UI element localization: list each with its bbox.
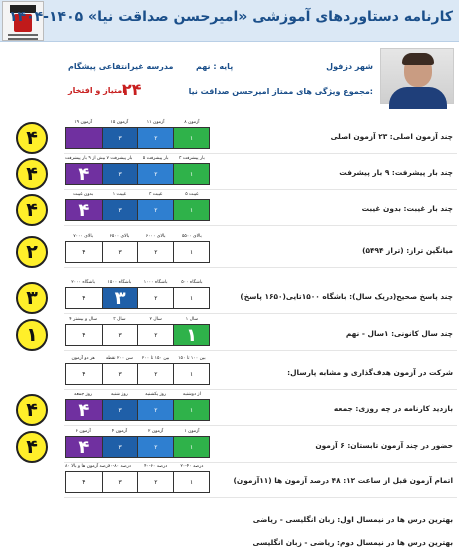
level-cell: ۲ (137, 164, 173, 184)
best-subjects-first-semester: بهترین درس ها در نیمسال اول: زبان انگلیسی - ریاضی (252, 515, 453, 524)
level-cell: ۲ (137, 325, 173, 345)
level-label: ۱۱ آزمون (146, 120, 165, 125)
level-label: روز جمعه (74, 392, 93, 397)
level-label: ۱۵ آزمون (110, 120, 129, 125)
achievement-question: بازدید کارنامه در چه روزی: جمعه (333, 404, 453, 413)
achievement-question: چند سال کانونی: ۱سال - نهم (345, 329, 453, 338)
level-cell: ۱ (173, 242, 209, 262)
level-label: ۷ بار پیشرفت (106, 156, 133, 161)
score-circle: ۳ (16, 282, 48, 314)
level-label: بدون غیبت (73, 192, 94, 197)
student-grade: پایه : نهم (196, 62, 234, 71)
achievement-question: چند آزمون اصلی: ۲۳ آزمون اصلی (330, 132, 453, 141)
level-label: بالای ۵۵۰۰ (181, 234, 202, 239)
level-label: ۱ غیبت (112, 192, 127, 197)
level-label: سن ۲۰۰ نقطه (105, 356, 133, 361)
level-cell: ۲ (137, 200, 173, 220)
achievement-question: حضور در چند آزمون تابستان: ۶ آزمون (315, 441, 453, 450)
level-label: بالای ۶۵۰۰ (109, 234, 130, 239)
level-cell: ۲ (137, 288, 173, 308)
level-cell: ۳ (102, 200, 138, 220)
row-divider (64, 313, 457, 314)
level-cell: ۲ (137, 400, 173, 420)
level-cell: ۲ (137, 437, 173, 457)
level-cell: ۱ (173, 400, 209, 420)
level-cell: ۴ (66, 472, 102, 492)
level-cell: ۲ (137, 364, 173, 384)
level-grid (65, 390, 210, 421)
level-label: باشگاه ۲۰۰۰ (71, 280, 95, 285)
level-cell: ۳ (102, 472, 138, 492)
score-circle: ۴ (16, 394, 48, 426)
row-divider (64, 267, 457, 268)
level-label: ۸ آزمون (184, 120, 200, 125)
level-label: بالای ۷۰۰۰ (73, 234, 94, 239)
student-city: شهر دزفول (326, 62, 373, 71)
achievement-question: اتمام آزمون قبل از ساعت ۱۲: ۴۸ درصد آزمون ها (۱۱آزمون) (233, 476, 453, 485)
level-label: ۳ بار پیشرفت (178, 156, 205, 161)
row-divider (64, 350, 457, 351)
level-cell: ۱ (173, 472, 209, 492)
level-cell: ۴ (66, 364, 102, 384)
achievement-question: چند بار پیشرفت: ۹ بار پیشرفت (339, 168, 453, 177)
level-label: ۲ سال (149, 317, 162, 322)
score-circle: ۲ (16, 236, 48, 268)
level-cell: ۲ (137, 128, 173, 148)
level-label: ۸۰ درصد آزمون ها و بالا (65, 464, 110, 469)
achievement-question: شرکت در آزمون هدف‌گذاری و مشابه پارسال: (287, 368, 453, 377)
level-cell: ۴ (66, 288, 102, 308)
level-cell: ۱ (173, 128, 209, 148)
features-label: مجموع ویژگی های ممتاز امیرحسن صداقت نیا: (188, 87, 373, 96)
level-label: ۵ بار پیشرفت (142, 156, 169, 161)
level-label: بین ۱۰۰ تا ۱۵۰ (178, 356, 206, 361)
level-label: ۳ سال (113, 317, 126, 322)
score-circle: ۴ (16, 122, 48, 154)
level-cell: ۱ (173, 200, 209, 220)
level-grid (65, 190, 210, 221)
level-label: بین ۱۵۰ تا ۲۰۰ (141, 356, 170, 361)
level-label: ۴ آزمون (111, 429, 128, 434)
score-circle: ۴ (16, 431, 48, 463)
student-school: مدرسه غیرانتفاعی پیشگام (68, 62, 174, 71)
level-grid (65, 462, 210, 493)
level-cell: ۴ (66, 200, 102, 220)
score-circle: ۴ (16, 158, 48, 190)
level-grid (65, 315, 210, 346)
level-grid (65, 154, 210, 185)
level-cell: ۳ (102, 364, 138, 384)
level-label: باشگاه ۱۰۰۰ (143, 280, 168, 285)
level-cell: ۲ (137, 472, 173, 492)
achievement-question: چند بار غیبت: بدون غیبت (361, 204, 453, 213)
level-label: روز شنبه (110, 392, 128, 397)
level-label: بیش از ۹ بار پیشرفت (65, 156, 106, 161)
level-label: ۴۰-۶۰ درصد (144, 464, 168, 469)
points-label: امتیاز و افتخار (68, 86, 125, 95)
level-label: ۱ آزمون (184, 429, 200, 434)
level-cell: ۳ (102, 164, 138, 184)
level-cell: ۱ (173, 164, 209, 184)
level-label: هر دو آزمون (71, 356, 95, 361)
level-cell: ۱ (173, 325, 209, 345)
student-photo (380, 48, 454, 104)
level-label: ۶۰-۸۰ درصد (107, 464, 131, 469)
level-cell: ۴ (66, 437, 102, 457)
level-cell: ۴ (66, 400, 102, 420)
row-divider (64, 425, 457, 426)
row-divider (64, 225, 457, 226)
score-circle: ۴ (16, 194, 48, 226)
level-cell (66, 128, 102, 148)
page-title: کارنامه دستاوردهای آموزشی «امیرحسن صداقت نیا» ۱۴۰۵-۱۴۰۴ (8, 9, 453, 25)
level-label: بالای ۶۰۰۰ (145, 234, 166, 239)
level-cell: ۲ (137, 242, 173, 262)
level-label: ۴ سال و بیشتر (69, 317, 98, 322)
level-grid (65, 118, 210, 149)
level-label: روز یکشنبه (145, 392, 167, 397)
level-cell: ۱ (173, 288, 209, 308)
level-cell: ۴ (66, 242, 102, 262)
level-cell: ۳ (102, 400, 138, 420)
total-points: ۲۴ (122, 80, 142, 99)
level-label: ۱۹ آزمون (74, 120, 92, 125)
level-label: ۳ غیبت (148, 192, 163, 197)
level-label: ۱ سال (185, 317, 199, 322)
level-label: از دوشنبه (182, 392, 201, 397)
level-label: ۵ غیبت (185, 192, 199, 197)
level-cell: ۳ (102, 325, 138, 345)
level-cell: ۱ (173, 364, 209, 384)
level-label: ۲ آزمون (147, 429, 164, 434)
level-cell: ۴ (66, 164, 102, 184)
level-grid (65, 232, 210, 263)
level-grid (65, 278, 210, 309)
achievement-question: میانگین تراز: (تراز ۵۴۹۴) (362, 246, 453, 255)
level-label: ۶ آزمون (75, 429, 91, 434)
level-grid (65, 427, 210, 458)
score-circle: ۱ (16, 319, 48, 351)
level-cell: ۳ (102, 128, 138, 148)
level-label: ۲۰-۴۰ درصد (180, 464, 204, 469)
best-subjects-second-semester: بهترین درس ها در نیمسال دوم: ریاضی - زبان انگلیسی (252, 538, 453, 547)
level-cell: ۳ (102, 242, 138, 262)
level-label: باشگاه ۵۰۰ (181, 280, 203, 285)
level-cell: ۴ (66, 325, 102, 345)
level-cell: ۳ (102, 437, 138, 457)
level-grid (65, 354, 210, 385)
row-divider (64, 497, 457, 498)
achievement-question: چند پاسخ صحیح(دریک سال): باشگاه ۱۵۰۰تایی(۱۶۵۰ پاسخ) (240, 292, 453, 301)
level-cell: ۳ (102, 288, 138, 308)
level-label: باشگاه ۱۵۰۰ (107, 280, 132, 285)
level-cell: ۱ (173, 437, 209, 457)
